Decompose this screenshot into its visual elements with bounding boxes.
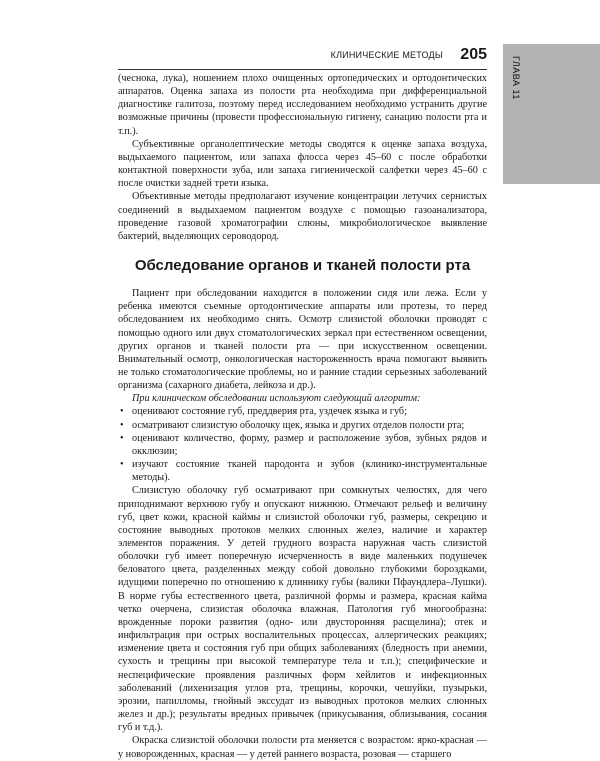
page-body: [118, 72, 487, 761]
running-header: [0, 46, 487, 68]
bullet-icon: •: [120, 406, 124, 418]
paragraph-continued: (чеснока, лука), ношением плохо очищенных ортопедических и ортодонтических аппаратов. Оценка запаха из полости рта необходима при дифференциальной диагностике галитоза, поэтому перед исследованием необходимо устранить другие возможные причины (провести профессиональную гигиену, санацию полости рта и т.п.).: [118, 73, 487, 137]
bullet-icon: •: [120, 459, 124, 471]
header-rule: [118, 69, 487, 70]
algorithm-intro: При клиническом обследовании используют следующий алгоритм:: [132, 393, 421, 405]
section-title: КЛИНИЧЕСКИЕ МЕТОДЫ: [330, 50, 443, 60]
bullet-icon: •: [120, 432, 124, 444]
paragraph-subjective-methods: Субъективные органолептические методы сводятся к оценке запаха воздуха, выдыхаемого пациентом, или запаха флосса через 45–60 с после обработки контактной поверхности зуба, или запаха гигиенической салфетки через 45–60 с после очистки задней трети языка.: [118, 138, 487, 190]
paragraph-mucosa-color: Окраска слизистой оболочки полости рта меняется с возрастом: ярко-красная — у новорожденных, красная — у детей раннего возраста, розовая — старшего: [118, 735, 487, 760]
list-item: [118, 405, 487, 418]
bullet-icon: •: [120, 419, 124, 431]
list-item: [118, 419, 487, 432]
page-number: 205: [460, 46, 487, 63]
list-item-text: оценивают количество, форму, размер и расположение зубов, зубных рядов и окклюзии;: [132, 432, 487, 457]
list-item-text: осматривают слизистую оболочку щек, языка и других отделов полости рта;: [132, 419, 465, 431]
paragraph-examination: Пациент при обследовании находится в положении сидя или лежа. Если у ребенка имеются съемные ортодонтические аппараты или протезы, то перед обследованием их необходимо снять. Осмотр слизистой оболочки проводят с помощью одного или двух стоматологических зеркал при естественном освещении, других органов и тканей полости рта — при искусственном освещении. Внимательный осмотр, онкологическая настороженность врача помогают выявить не только стоматологические проблемы, но и ранние стадии серьезных заболеваний организма (сахарного диабета, лейкоза и др.).: [118, 288, 487, 392]
list-item-text: оценивают состояние губ, преддверия рта, уздечек языка и губ;: [132, 406, 407, 418]
section-heading: Обследование органов и тканей полости рта: [134, 257, 471, 275]
paragraph-lips: Слизистую оболочку губ осматривают при сомкнутых челюстях, для чего приподнимают верхнюю губу и опускают нижнюю. Отмечают рельеф и величину губ, цвет кожи, красной каймы и слизистой оболочки губ, размеры, секрецию и состояние выводных протоков мелких слюнных желез, наличие и характер элементов поражения. У детей грудного возраста наружная часть слизистой оболочки губ имеет поперечную исчерченность в виде маленьких подушечек беловатого цвета, разделенных между собой довольно глубокими бороздками, идущими поперечно по отношению к длиннику губы (валики Пфаундлера–Лушки). В норме губы естественного цвета, различной формы и размера, красная кайма четко очерчена, слизистая оболочка влажная. Патология губ многообразна: врожденные пороки развития (одно- или двусторонняя расщелина); отек и инфильтрация при острых воспалительных процессах, аллергических реакциях; изменение цвета и состояния губ при общих заболеваниях (бледность при анемии, сухость и трещины при высокой температуре тела и т.п.); специфические и неспецифические проявления различных форм хейлитов и инфекционных заболеваний (лихенизация углов рта, трещины, корочки, чешуйки, пузырьки, эрозии, папилломы, гнойный экссудат из выводных протоков мелких слюнных желез и др.); результаты вредных привычек (прикусывания, облизывания, сосания губ и т.д.).: [118, 485, 487, 734]
chapter-tab-label: ГЛАВА 11: [511, 56, 521, 100]
list-item: [118, 458, 487, 484]
list-item: [118, 432, 487, 458]
algorithm-list: [118, 405, 487, 484]
chapter-tab: [503, 44, 600, 184]
list-item-text: изучают состояние тканей пародонта и зубов (клинико-инструментальные методы).: [132, 459, 487, 484]
paragraph-objective-methods: Объективные методы предполагают изучение концентрации летучих сернистых соединений в выдыхаемом пациентом воздухе с помощью газоанализатора, проведение газовой хроматографии слюны, микробиологическое выявление бактерий, выделяющих сероводород.: [118, 191, 487, 242]
